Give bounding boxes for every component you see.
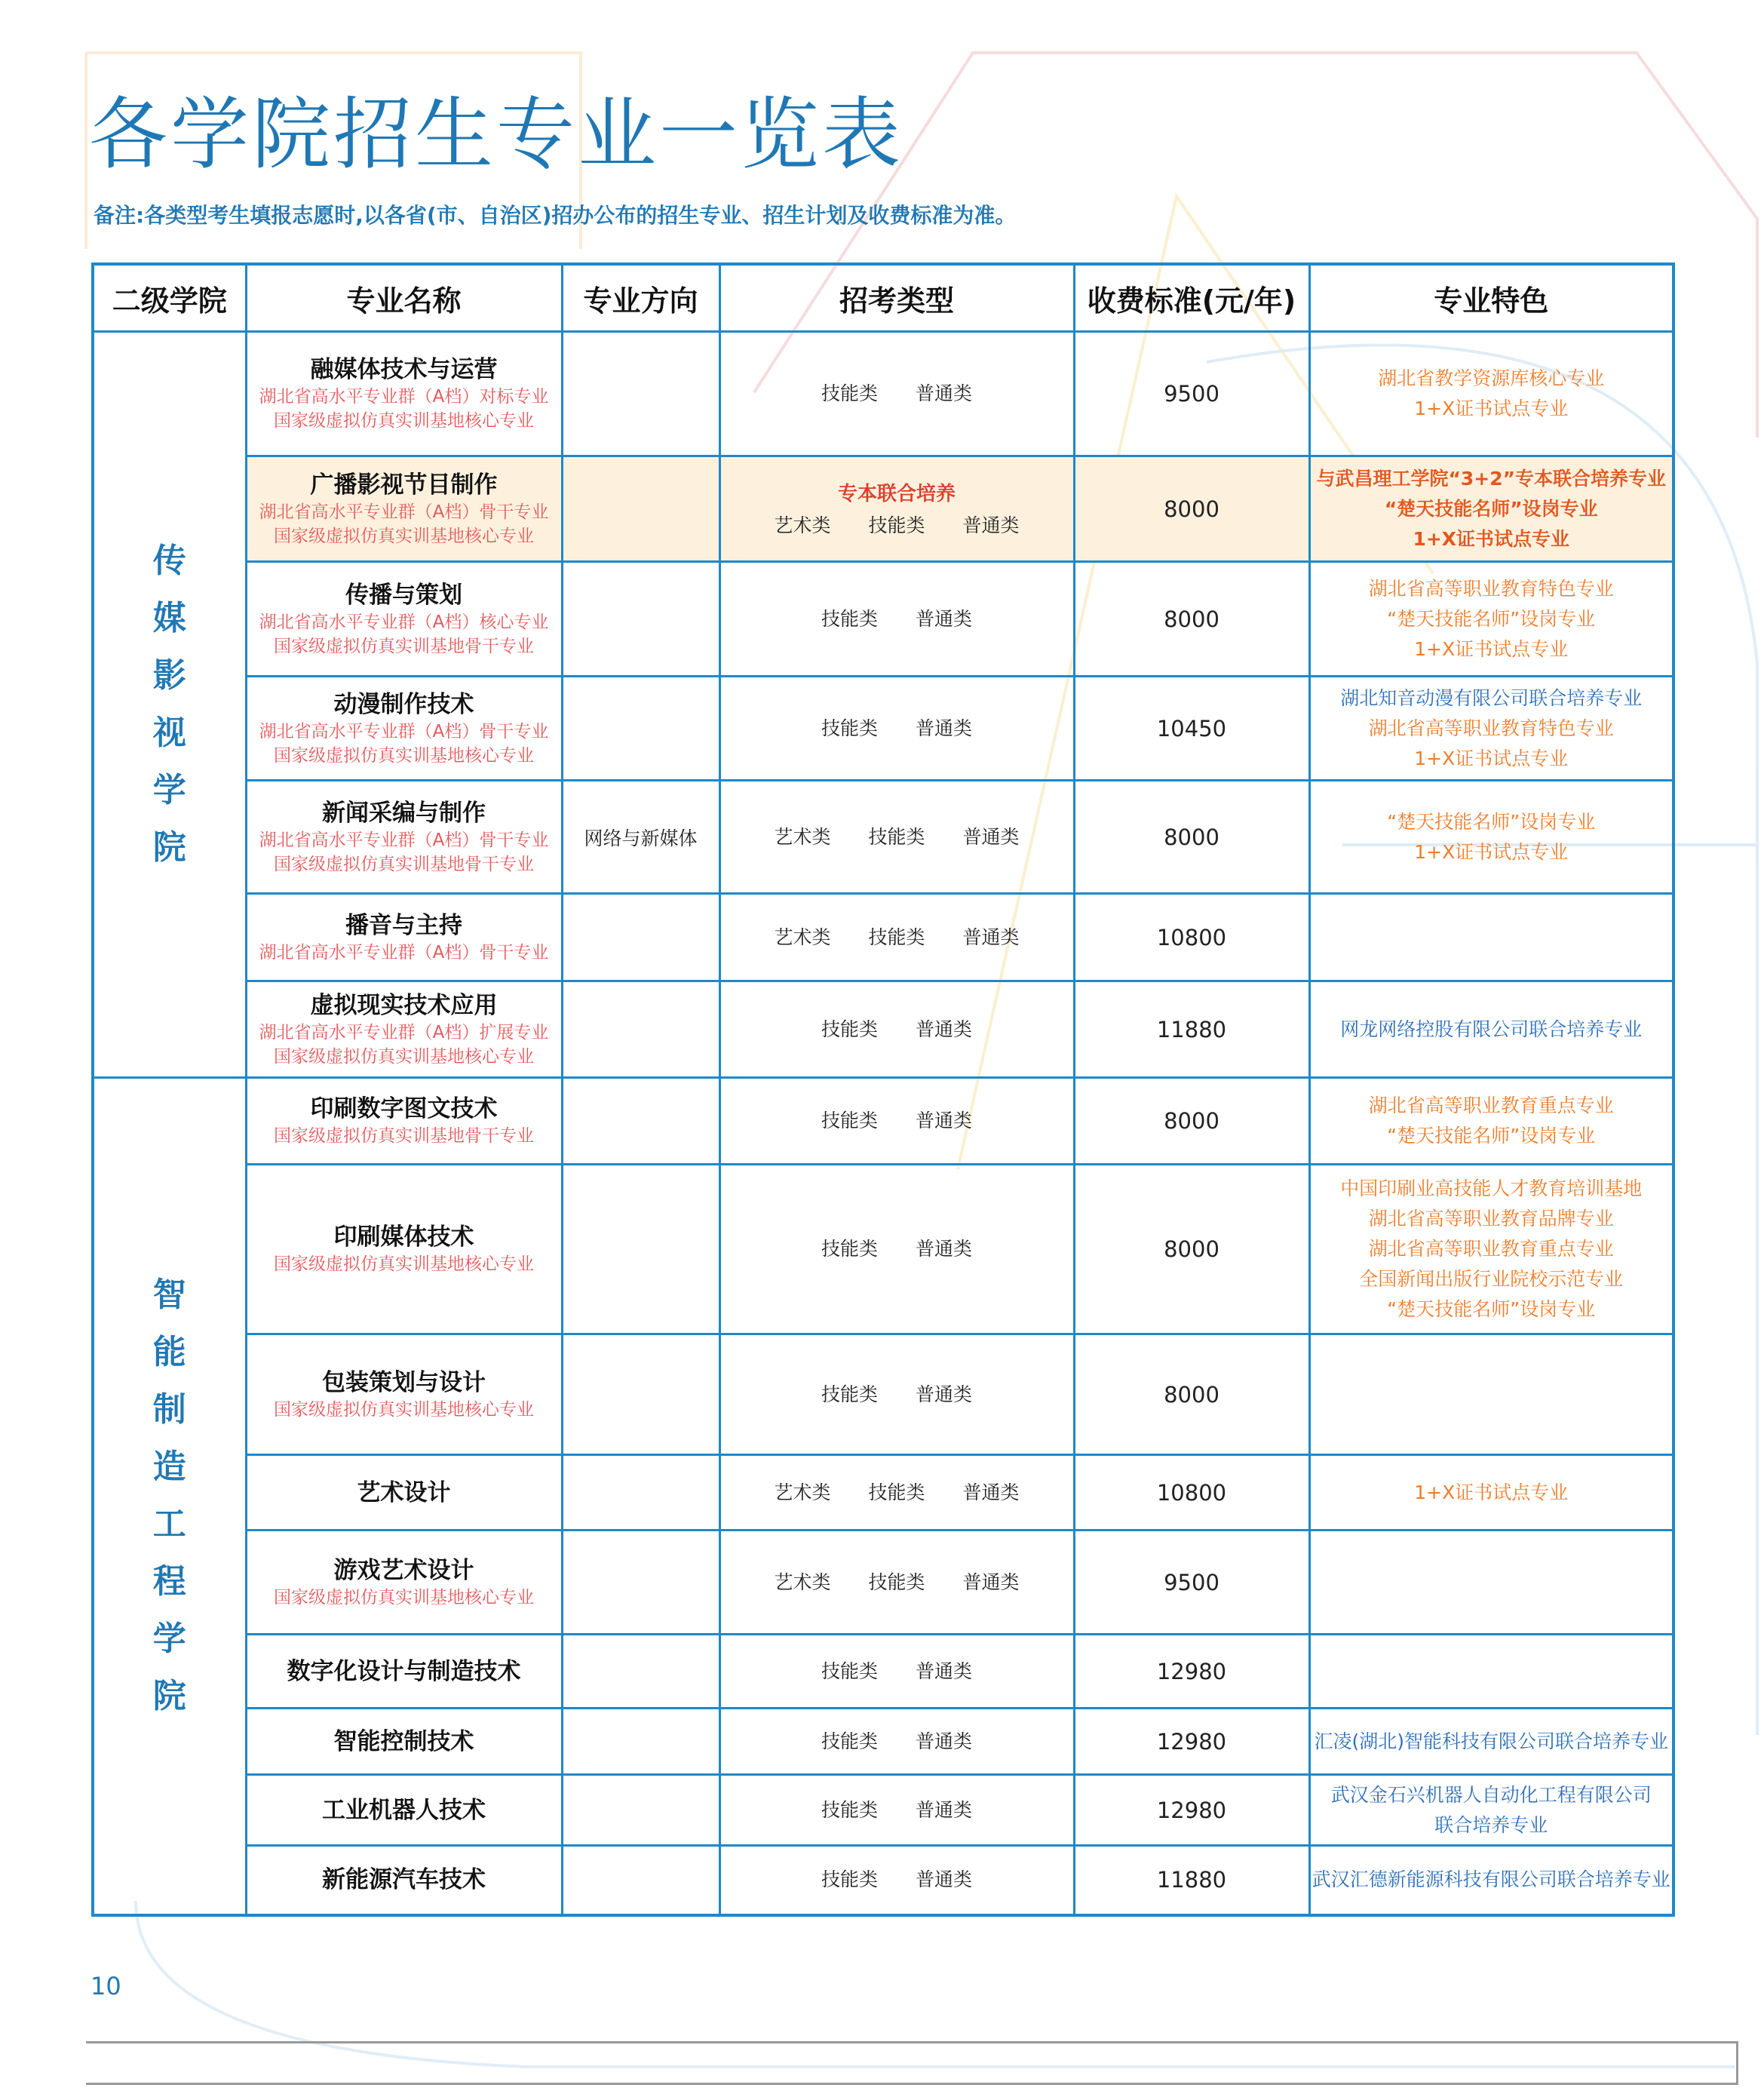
table-row xyxy=(93,1846,1673,1915)
major-cell xyxy=(246,456,562,562)
exam-types: 艺术类 技能类 普通类 xyxy=(774,514,1020,536)
exam-type-cell xyxy=(719,677,1074,781)
feature-item: 联合培养专业 xyxy=(1434,1813,1548,1836)
major-note: 国家级虚拟仿真实训基地核心专业 xyxy=(274,1399,534,1420)
direction-cell xyxy=(562,1531,719,1635)
feature-item: 湖北省高等职业教育重点专业 xyxy=(1368,1238,1614,1260)
header-exam-type: 招考类型 xyxy=(719,264,1074,332)
college-name-char: 造 xyxy=(152,1448,186,1487)
table-row xyxy=(93,1078,1673,1165)
table-row xyxy=(93,1709,1673,1775)
exam-type-cell xyxy=(719,456,1074,562)
exam-types: 技能类 普通类 xyxy=(821,1018,972,1040)
major-cell xyxy=(246,562,562,677)
fee-cell: 12980 xyxy=(1074,1775,1309,1846)
major-note: 湖北省高水平专业群（A档）对标专业 xyxy=(259,387,549,407)
exam-types: 技能类 普通类 xyxy=(821,717,972,739)
feature-item: 网龙网络控股有限公司联合培养专业 xyxy=(1340,1018,1643,1040)
college-name-char: 视 xyxy=(152,714,186,752)
feature-item: “楚天技能名师”设岗专业 xyxy=(1387,607,1596,630)
joint-training-label: 专本联合培养 xyxy=(837,482,956,505)
direction-cell xyxy=(562,1709,719,1775)
major-cell xyxy=(246,1709,562,1775)
major-note: 国家级虚拟仿真实训基地核心专业 xyxy=(274,745,534,766)
exam-types: 艺术类 技能类 普通类 xyxy=(774,825,1020,848)
major-cell xyxy=(246,1334,562,1455)
direction-cell: 网络与新媒体 xyxy=(562,781,719,894)
college-name-char: 院 xyxy=(152,1677,186,1716)
feature-item: 1+X证书试点专业 xyxy=(1414,1481,1569,1503)
direction-cell xyxy=(562,894,719,981)
majors-table xyxy=(91,263,1675,1917)
exam-types: 技能类 普通类 xyxy=(821,1383,972,1405)
major-cell xyxy=(246,332,562,456)
college-name-char: 学 xyxy=(152,1620,186,1659)
major-name: 游戏艺术设计 xyxy=(333,1556,474,1584)
major-cell xyxy=(246,1635,562,1709)
page-title: 各学院招生专业一览表 xyxy=(89,88,904,180)
fee-cell: 12980 xyxy=(1074,1635,1309,1709)
major-name: 新能源汽车技术 xyxy=(322,1866,486,1894)
major-note: 湖北省高水平专业群（A档）骨干专业 xyxy=(259,502,549,522)
feature-item: 1+X证书试点专业 xyxy=(1414,398,1569,419)
college-name-char: 学 xyxy=(152,771,186,809)
fee-cell: 8000 xyxy=(1074,1165,1309,1334)
fee-cell: 9500 xyxy=(1074,332,1309,456)
exam-types: 技能类 普通类 xyxy=(821,1730,972,1752)
major-name: 数字化设计与制造技术 xyxy=(287,1657,521,1685)
college-name-char: 能 xyxy=(152,1333,186,1372)
feature-item: 1+X证书试点专业 xyxy=(1414,637,1569,660)
fee-cell: 10800 xyxy=(1074,1455,1309,1531)
table-row xyxy=(93,1165,1673,1334)
feature-item: 湖北知音动漫有限公司联合培养专业 xyxy=(1340,686,1643,709)
feature-item: 湖北省教学资源库核心专业 xyxy=(1378,367,1605,389)
exam-type-cell xyxy=(719,332,1074,456)
feature-item: 武汉汇德新能源科技有限公司联合培养专业 xyxy=(1311,1868,1670,1891)
exam-type-cell xyxy=(719,1775,1074,1846)
feature-item: 湖北省高等职业教育品牌专业 xyxy=(1368,1208,1614,1230)
feature-cell xyxy=(1309,1709,1673,1775)
exam-types: 技能类 普通类 xyxy=(821,1798,972,1821)
direction-cell xyxy=(562,1846,719,1915)
direction-cell xyxy=(562,1635,719,1709)
fee-cell: 8000 xyxy=(1074,456,1309,562)
exam-types: 艺术类 技能类 普通类 xyxy=(774,926,1020,948)
header-major: 专业名称 xyxy=(246,264,562,332)
major-name: 智能控制技术 xyxy=(333,1727,474,1755)
exam-type-cell xyxy=(719,1078,1074,1165)
feature-cell xyxy=(1309,1165,1673,1334)
major-cell xyxy=(246,781,562,894)
major-note: 湖北省高水平专业群（A档）核心专业 xyxy=(259,612,549,632)
major-note: 国家级虚拟仿真实训基地核心专业 xyxy=(274,1587,534,1607)
feature-cell xyxy=(1309,562,1673,677)
major-cell xyxy=(246,1165,562,1334)
exam-types: 艺术类 技能类 普通类 xyxy=(774,1570,1020,1593)
major-name: 新闻采编与制作 xyxy=(322,799,486,827)
feature-cell xyxy=(1309,1334,1673,1455)
major-note: 湖北省高水平专业群（A档）骨干专业 xyxy=(259,942,549,963)
major-cell xyxy=(246,1775,562,1846)
exam-types: 技能类 普通类 xyxy=(821,1110,972,1131)
feature-item: 与武昌理工学院“3+2”专本联合培养专业 xyxy=(1316,467,1667,490)
header-college: 二级学院 xyxy=(93,264,246,332)
table-row xyxy=(93,562,1673,677)
college-name-char: 智 xyxy=(152,1276,186,1315)
header-feature: 专业特色 xyxy=(1309,264,1673,332)
exam-type-cell xyxy=(719,1334,1074,1455)
feature-item: 汇凌(湖北)智能科技有限公司联合培养专业 xyxy=(1314,1730,1668,1752)
college-name-char: 院 xyxy=(152,828,186,867)
exam-types: 技能类 普通类 xyxy=(821,382,972,404)
direction-cell xyxy=(562,1078,719,1165)
page-number: 10 xyxy=(91,1972,121,2000)
major-cell xyxy=(246,981,562,1078)
direction-cell xyxy=(562,981,719,1078)
fee-cell: 8000 xyxy=(1074,1078,1309,1165)
major-cell xyxy=(246,1455,562,1531)
table-row xyxy=(93,1635,1673,1709)
college-cell xyxy=(93,332,246,1078)
major-cell xyxy=(246,1531,562,1635)
feature-cell xyxy=(1309,1775,1673,1846)
exam-type-cell xyxy=(719,1846,1074,1915)
feature-item: 湖北省高等职业教育特色专业 xyxy=(1368,717,1614,739)
table-row xyxy=(93,1334,1673,1455)
major-cell xyxy=(246,1846,562,1915)
major-note: 湖北省高水平专业群（A档）骨干专业 xyxy=(259,721,549,741)
direction-cell xyxy=(562,1334,719,1455)
header-direction: 专业方向 xyxy=(562,264,719,332)
major-name: 艺术设计 xyxy=(357,1478,451,1506)
fee-cell: 11880 xyxy=(1074,1846,1309,1915)
table-header-row xyxy=(93,264,1673,332)
major-name: 工业机器人技术 xyxy=(322,1796,486,1824)
college-name-char: 传 xyxy=(152,542,186,580)
table-row xyxy=(93,981,1673,1078)
fee-cell: 8000 xyxy=(1074,1334,1309,1455)
exam-type-cell xyxy=(719,781,1074,894)
exam-type-cell xyxy=(719,981,1074,1078)
table-row xyxy=(93,1775,1673,1846)
major-note: 国家级虚拟仿真实训基地核心专业 xyxy=(274,411,534,431)
major-note: 国家级虚拟仿真实训基地骨干专业 xyxy=(274,636,534,656)
exam-type-cell xyxy=(719,1635,1074,1709)
feature-item: 1+X证书试点专业 xyxy=(1414,840,1569,863)
major-name: 播音与主持 xyxy=(345,911,462,939)
major-name: 动漫制作技术 xyxy=(333,690,474,718)
major-note: 国家级虚拟仿真实训基地核心专业 xyxy=(274,1254,534,1274)
direction-cell xyxy=(562,1455,719,1531)
table-row xyxy=(93,894,1673,981)
college-name-char: 制 xyxy=(152,1390,186,1429)
major-name: 广播影视节目制作 xyxy=(310,471,498,499)
table-row xyxy=(93,781,1673,894)
footer-bar xyxy=(86,2041,1738,2085)
table-row xyxy=(93,1455,1673,1531)
exam-types: 技能类 普通类 xyxy=(821,1868,972,1891)
major-note: 国家级虚拟仿真实训基地核心专业 xyxy=(274,1046,534,1067)
exam-type-cell xyxy=(719,1709,1074,1775)
college-name-char: 程 xyxy=(152,1562,186,1601)
major-note: 湖北省高水平专业群（A档）骨干专业 xyxy=(259,830,549,850)
feature-cell xyxy=(1309,894,1673,981)
table-row xyxy=(93,332,1673,456)
college-name-char: 媒 xyxy=(152,599,186,637)
feature-item: “楚天技能名师”设岗专业 xyxy=(1387,1125,1596,1147)
major-note: 湖北省高水平专业群（A档）扩展专业 xyxy=(259,1022,549,1042)
major-note: 国家级虚拟仿真实训基地核心专业 xyxy=(274,526,534,546)
college-name-char: 影 xyxy=(152,656,186,695)
fee-cell: 10450 xyxy=(1074,677,1309,781)
exam-types: 艺术类 技能类 普通类 xyxy=(774,1481,1020,1503)
direction-cell xyxy=(562,562,719,677)
fee-cell: 8000 xyxy=(1074,562,1309,677)
feature-cell xyxy=(1309,1846,1673,1915)
fee-cell: 11880 xyxy=(1074,981,1309,1078)
feature-cell xyxy=(1309,456,1673,562)
feature-cell xyxy=(1309,1078,1673,1165)
direction-cell xyxy=(562,332,719,456)
college-cell xyxy=(93,1078,246,1915)
exam-type-cell xyxy=(719,1455,1074,1531)
college-name-char: 工 xyxy=(152,1505,186,1544)
major-cell xyxy=(246,677,562,781)
feature-item: “楚天技能名师”设岗专业 xyxy=(1387,1298,1596,1320)
feature-cell xyxy=(1309,1635,1673,1709)
fee-cell: 9500 xyxy=(1074,1531,1309,1635)
fee-cell: 8000 xyxy=(1074,781,1309,894)
fee-cell: 10800 xyxy=(1074,894,1309,981)
table-row xyxy=(93,1531,1673,1635)
exam-types: 技能类 普通类 xyxy=(821,607,972,630)
direction-cell xyxy=(562,1775,719,1846)
feature-item: 湖北省高等职业教育重点专业 xyxy=(1368,1095,1614,1116)
major-name: 印刷媒体技术 xyxy=(333,1224,474,1251)
major-cell xyxy=(246,1078,562,1165)
table-row xyxy=(93,677,1673,781)
major-name: 融媒体技术与运营 xyxy=(310,356,498,383)
feature-cell xyxy=(1309,677,1673,781)
exam-type-cell xyxy=(719,894,1074,981)
feature-item: 中国印刷业高技能人才教育培训基地 xyxy=(1340,1177,1643,1199)
feature-cell xyxy=(1309,781,1673,894)
feature-item: 1+X证书试点专业 xyxy=(1414,747,1569,769)
feature-cell xyxy=(1309,1531,1673,1635)
feature-item: 1+X证书试点专业 xyxy=(1413,527,1570,550)
major-name: 包装策划与设计 xyxy=(322,1368,486,1396)
fee-cell: 12980 xyxy=(1074,1709,1309,1775)
header-fee: 收费标准(元/年) xyxy=(1074,264,1309,332)
major-name: 虚拟现实技术应用 xyxy=(310,991,498,1019)
table-row xyxy=(93,456,1673,562)
direction-cell xyxy=(562,456,719,562)
feature-cell xyxy=(1309,981,1673,1078)
feature-cell xyxy=(1309,1455,1673,1531)
feature-item: 武汉金石兴机器人自动化工程有限公司 xyxy=(1330,1783,1652,1806)
major-note: 国家级虚拟仿真实训基地骨干专业 xyxy=(274,854,534,874)
major-name: 传播与策划 xyxy=(345,581,462,609)
direction-cell xyxy=(562,677,719,781)
exam-type-cell xyxy=(719,562,1074,677)
major-name: 印刷数字图文技术 xyxy=(310,1095,498,1122)
major-note: 国家级虚拟仿真实训基地骨干专业 xyxy=(274,1126,534,1146)
exam-types: 技能类 普通类 xyxy=(821,1660,972,1682)
exam-types: 技能类 普通类 xyxy=(821,1238,972,1260)
remark-note: 备注:各类型考生填报志愿时,以各省(市、自治区)招办公布的招生专业、招生计划及收费标准为准。 xyxy=(94,203,1017,228)
major-cell xyxy=(246,894,562,981)
feature-cell xyxy=(1309,332,1673,456)
direction-cell xyxy=(562,1165,719,1334)
exam-type-cell xyxy=(719,1165,1074,1334)
feature-item: “楚天技能名师”设岗专业 xyxy=(1384,497,1598,520)
feature-item: 湖北省高等职业教育特色专业 xyxy=(1368,577,1614,600)
feature-item: 全国新闻出版行业院校示范专业 xyxy=(1359,1268,1624,1290)
exam-type-cell xyxy=(719,1531,1074,1635)
feature-item: “楚天技能名师”设岗专业 xyxy=(1387,810,1596,833)
